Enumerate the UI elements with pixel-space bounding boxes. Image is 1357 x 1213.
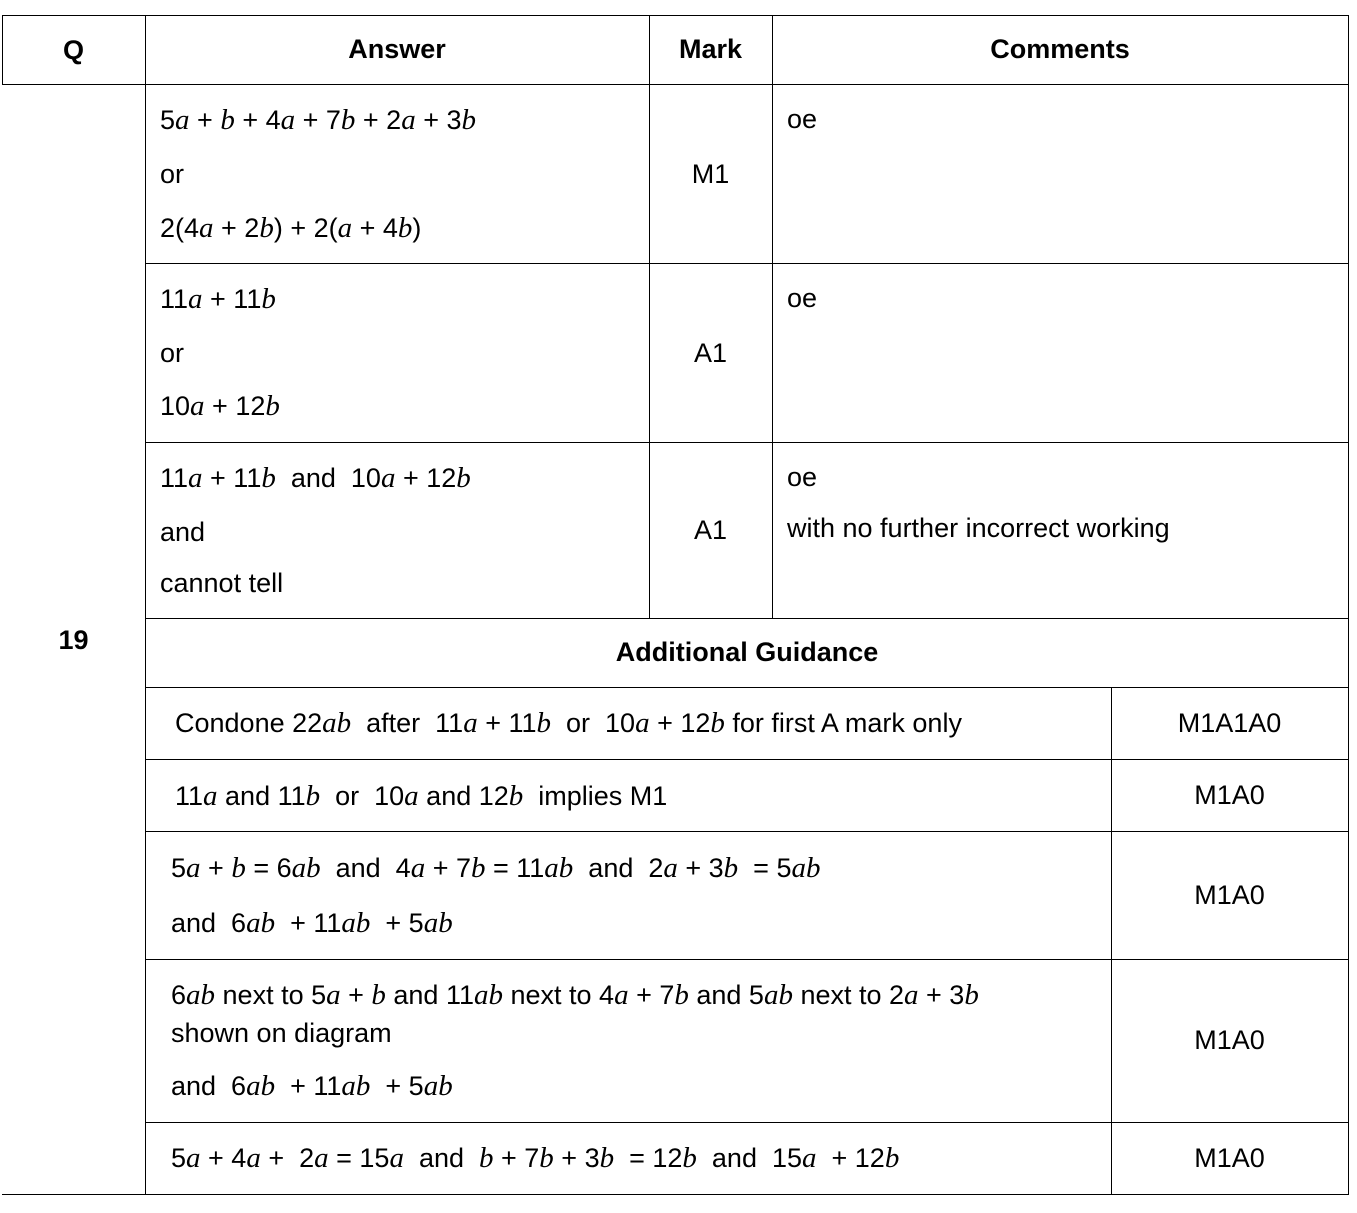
guidance-mark: M1A1A0 <box>1177 708 1282 738</box>
math-variable: b <box>479 1142 494 1174</box>
math-variable: b <box>261 462 276 494</box>
text-run: and 12 <box>418 781 509 811</box>
math-variable: b <box>674 979 689 1011</box>
math-variable: b <box>371 979 386 1011</box>
math-variable: b <box>259 212 274 244</box>
math-variable: b <box>599 1142 615 1174</box>
answer-line <box>160 283 276 315</box>
header-mark: Mark <box>678 34 743 64</box>
answer-line <box>160 390 280 422</box>
math-variable: a <box>404 780 419 812</box>
math-variable: b <box>220 104 235 136</box>
text-run: + 7 <box>628 980 675 1010</box>
text-run: = 12 <box>614 1143 683 1173</box>
text-run: and 11 <box>217 781 306 811</box>
text-run: or <box>160 159 185 189</box>
guidance-mark: M1A0 <box>1194 1025 1265 1055</box>
text-run: + 2 <box>355 105 402 135</box>
math-variable: a <box>186 1142 201 1174</box>
math-variable: b <box>536 707 552 739</box>
text-run: + <box>340 980 372 1010</box>
text-run: + 2 <box>260 1143 315 1173</box>
math-variable: b <box>964 979 979 1011</box>
answer-line <box>160 337 184 369</box>
text-run: and 15 <box>696 1143 802 1173</box>
guidance-line <box>171 1142 899 1174</box>
math-variable: ab <box>473 979 503 1011</box>
text-run: Condone 22 <box>175 708 323 738</box>
math-variable: ab <box>186 979 216 1011</box>
answer-line <box>160 104 476 136</box>
math-variable: a <box>203 780 218 812</box>
header-comments: Comments <box>990 34 1130 64</box>
guidance-mark: M1A0 <box>1194 780 1265 810</box>
text-run: + <box>200 853 232 883</box>
text-run: + 3 <box>553 1143 600 1173</box>
answer-line <box>160 567 283 599</box>
text-run: + 11 <box>202 284 262 314</box>
answer-line <box>160 158 184 190</box>
mark-value: A1 <box>693 515 728 545</box>
math-variable: a <box>410 852 426 884</box>
text-run: ) <box>412 213 422 243</box>
comment-text: oe <box>787 283 818 313</box>
mark-value: A1 <box>693 338 728 368</box>
text-run: + 11 <box>275 908 342 938</box>
math-variable: a <box>199 212 214 244</box>
text-run: or 10 <box>320 781 405 811</box>
math-variable: ab <box>341 1070 371 1102</box>
math-variable: a <box>314 1142 329 1174</box>
text-run: and 2 <box>573 853 664 883</box>
comment-text: oe <box>787 104 818 134</box>
comment-text: with no further incorrect working <box>787 513 1170 543</box>
text-run: + 12 <box>816 1143 885 1173</box>
text-run: 5 <box>171 853 187 883</box>
guidance-line <box>171 979 979 1011</box>
comment-text: oe <box>787 462 818 492</box>
text-run: = 15 <box>328 1143 390 1173</box>
text-run: implies M1 <box>523 781 668 811</box>
math-variable: a <box>401 104 416 136</box>
text-run: and 6 <box>171 1071 247 1101</box>
text-run: + 2 <box>213 213 260 243</box>
math-variable: ab <box>544 852 574 884</box>
text-run: next to 2 <box>792 980 905 1010</box>
math-variable: a <box>246 1142 261 1174</box>
math-variable: a <box>380 462 396 494</box>
text-run: 5 <box>160 105 176 135</box>
text-run: 6 <box>171 980 187 1010</box>
math-variable: a <box>463 707 478 739</box>
math-variable: a <box>389 1142 404 1174</box>
text-run: + 12 <box>204 391 266 421</box>
text-run: = 6 <box>245 853 292 883</box>
text-run: 11 <box>160 463 189 493</box>
answer-line <box>160 462 471 494</box>
math-variable: b <box>340 104 356 136</box>
text-run: 11 <box>160 284 189 314</box>
text-run: cannot tell <box>160 568 284 598</box>
text-run: ) + 2( <box>273 213 338 243</box>
math-variable: a <box>614 979 629 1011</box>
text-run: next to 4 <box>502 980 615 1010</box>
answer-line <box>160 516 205 548</box>
math-variable: a <box>175 104 190 136</box>
text-run: + 5 <box>370 1071 424 1101</box>
text-run: = 5 <box>738 853 792 883</box>
text-run: + 4 <box>200 1143 247 1173</box>
math-variable: ab <box>763 979 793 1011</box>
math-variable: b <box>710 707 725 739</box>
math-variable: b <box>231 852 246 884</box>
text-run: 11 <box>175 781 204 811</box>
guidance-mark: M1A0 <box>1194 880 1265 910</box>
math-variable: ab <box>341 907 371 939</box>
math-variable: a <box>280 104 296 136</box>
text-run: and <box>160 517 206 547</box>
text-run: + 12 <box>395 463 457 493</box>
math-variable: b <box>508 780 524 812</box>
header-answer: Answer <box>348 34 446 64</box>
math-variable: a <box>188 462 203 494</box>
math-variable: b <box>723 852 739 884</box>
guidance-line <box>171 1017 392 1049</box>
question-number: 19 <box>58 625 89 655</box>
answer-line <box>160 212 421 244</box>
text-run: + <box>189 105 221 135</box>
guidance-line <box>171 1070 453 1102</box>
math-variable: a <box>337 212 353 244</box>
text-run: + 12 <box>649 708 711 738</box>
text-run: + 3 <box>415 105 462 135</box>
text-run: + 3 <box>918 980 965 1010</box>
math-variable: a <box>802 1142 817 1174</box>
guidance-line <box>175 707 962 739</box>
text-run: or 10 <box>551 708 636 738</box>
guidance-mark: M1A0 <box>1194 1143 1265 1173</box>
guidance-line <box>175 780 667 812</box>
math-variable: b <box>539 1142 554 1174</box>
math-variable: ab <box>291 852 321 884</box>
text-run: + 11 <box>275 1071 342 1101</box>
text-run: + 11 <box>477 708 537 738</box>
text-run: 2(4 <box>160 213 200 243</box>
text-run: or <box>160 338 185 368</box>
text-run: and <box>403 1143 479 1173</box>
math-variable: ab <box>246 907 276 939</box>
text-run: 5 <box>171 1143 187 1173</box>
text-run: = 11 <box>485 853 545 883</box>
mark-value: M1 <box>691 159 730 189</box>
math-variable: b <box>884 1142 900 1174</box>
text-run: for first A mark only <box>724 708 962 738</box>
text-run: + 4 <box>352 213 398 243</box>
math-variable: b <box>305 780 321 812</box>
math-variable: a <box>904 979 919 1011</box>
text-run: shown on diagram <box>171 1018 392 1048</box>
text-run: next to 5 <box>215 980 327 1010</box>
text-run: + 7 <box>295 105 341 135</box>
text-run: + 3 <box>677 853 724 883</box>
math-variable: b <box>397 212 413 244</box>
math-variable: b <box>461 104 476 136</box>
math-variable: b <box>456 462 471 494</box>
text-run: and 6 <box>171 908 247 938</box>
text-run: and 10 <box>275 463 381 493</box>
math-variable: b <box>470 852 486 884</box>
guidance-line <box>171 852 820 884</box>
math-variable: ab <box>791 852 821 884</box>
math-variable: ab <box>423 1070 453 1102</box>
header-q: Q <box>62 35 84 65</box>
text-run: + 7 <box>493 1143 540 1173</box>
math-variable: b <box>265 390 280 422</box>
math-variable: a <box>326 979 341 1011</box>
math-variable: a <box>635 707 650 739</box>
math-variable: a <box>190 390 205 422</box>
text-run: 10 <box>160 391 191 421</box>
text-run: + 11 <box>202 463 262 493</box>
math-variable: ab <box>322 707 352 739</box>
math-variable: a <box>186 852 201 884</box>
text-run: + 5 <box>370 908 424 938</box>
text-run: + 7 <box>425 853 471 883</box>
math-variable: b <box>261 283 276 315</box>
math-variable: a <box>663 852 678 884</box>
text-run: and 4 <box>320 853 411 883</box>
math-variable: b <box>682 1142 697 1174</box>
text-run: and 11 <box>385 980 474 1010</box>
math-variable: ab <box>246 1070 276 1102</box>
text-run: after 11 <box>351 708 464 738</box>
text-run: and 5 <box>688 980 764 1010</box>
math-variable: a <box>188 283 203 315</box>
text-run: + 4 <box>234 105 281 135</box>
guidance-line <box>171 907 453 939</box>
math-variable: ab <box>423 907 453 939</box>
guidance-title: Additional Guidance <box>615 637 879 667</box>
